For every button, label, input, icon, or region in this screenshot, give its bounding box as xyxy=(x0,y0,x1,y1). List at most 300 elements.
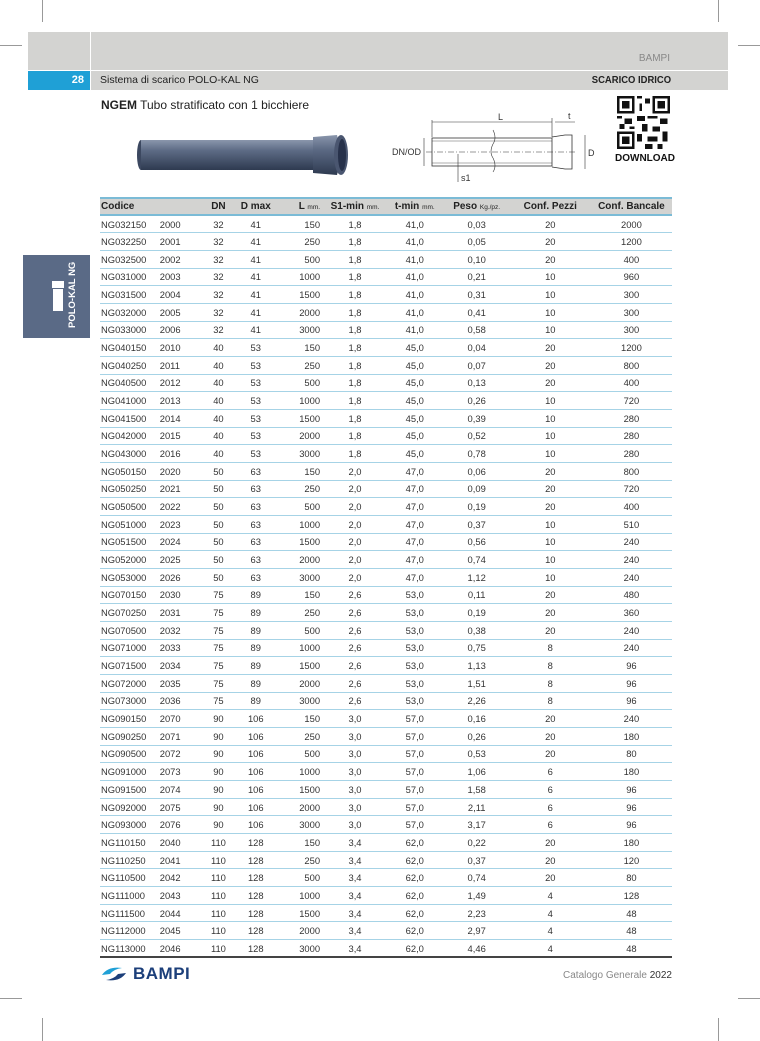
table-cell: 150 xyxy=(279,339,324,357)
table-cell: 0,05 xyxy=(444,233,510,251)
table-cell: 150 xyxy=(279,834,324,852)
table-cell: 41,0 xyxy=(386,250,444,268)
table-cell: 960 xyxy=(591,268,672,286)
table-row xyxy=(100,427,672,445)
table-cell: 90 xyxy=(205,781,233,799)
table-cell: 20 xyxy=(510,462,591,480)
header-brand: BAMPI xyxy=(638,53,670,64)
table-cell: 6 xyxy=(510,763,591,781)
table-cell: 1,13 xyxy=(444,657,510,675)
table-cell: 63 xyxy=(232,480,279,498)
table-cell: 2072 xyxy=(160,745,205,763)
table-cell: 250 xyxy=(279,233,324,251)
column-header xyxy=(100,198,160,215)
table-cell: 240 xyxy=(591,533,672,551)
table-cell: 2041 xyxy=(160,851,205,869)
table-cell: NG041500 xyxy=(100,409,160,427)
table-cell: 4 xyxy=(510,940,591,958)
table-cell: 500 xyxy=(279,374,324,392)
table-cell: 89 xyxy=(232,639,279,657)
table-cell: 1,8 xyxy=(324,303,386,321)
table-cell: 0,19 xyxy=(444,498,510,516)
table-cell: 3,4 xyxy=(324,904,386,922)
table-row xyxy=(100,268,672,286)
table-cell: 3,0 xyxy=(324,816,386,834)
table-cell: 720 xyxy=(591,392,672,410)
table-cell: 89 xyxy=(232,674,279,692)
table-cell: 41 xyxy=(232,303,279,321)
table-cell: 2030 xyxy=(160,586,205,604)
table-cell: 20 xyxy=(510,727,591,745)
table-cell: NG071500 xyxy=(100,657,160,675)
table-cell: 280 xyxy=(591,409,672,427)
table-cell: 1,8 xyxy=(324,356,386,374)
crop-mark xyxy=(0,998,22,999)
table-row xyxy=(100,922,672,940)
table-cell: 1,8 xyxy=(324,286,386,304)
table-cell: 50 xyxy=(205,533,233,551)
column-header-label: t-min xyxy=(394,201,420,212)
table-cell: 0,03 xyxy=(444,215,510,233)
table-cell: 20 xyxy=(510,374,591,392)
table-cell: 250 xyxy=(279,727,324,745)
dim-d-label: D xyxy=(588,148,595,158)
table-cell: 2000 xyxy=(279,922,324,940)
table-cell: 128 xyxy=(232,940,279,958)
table-cell: 2044 xyxy=(160,904,205,922)
table-cell: 62,0 xyxy=(386,904,444,922)
table-cell: 106 xyxy=(232,745,279,763)
table-cell: 500 xyxy=(279,745,324,763)
table-cell: 2000 xyxy=(279,798,324,816)
table-cell: 3,4 xyxy=(324,887,386,905)
table-cell: 2045 xyxy=(160,922,205,940)
table-cell: 128 xyxy=(232,869,279,887)
table-cell: NG111500 xyxy=(100,904,160,922)
table-cell: 1,58 xyxy=(444,781,510,799)
table-cell: 2022 xyxy=(160,498,205,516)
table-cell: NG092000 xyxy=(100,798,160,816)
table-cell: 45,0 xyxy=(386,409,444,427)
table-cell: 150 xyxy=(279,710,324,728)
table-cell: 45,0 xyxy=(386,339,444,357)
table-cell: 1500 xyxy=(279,657,324,675)
table-cell: 53 xyxy=(232,427,279,445)
download-label[interactable]: DOWNLOAD xyxy=(615,153,675,164)
table-cell: 1,06 xyxy=(444,763,510,781)
table-cell: 62,0 xyxy=(386,869,444,887)
table-cell: 1,8 xyxy=(324,268,386,286)
table-cell: 110 xyxy=(205,851,233,869)
column-header-label: L xyxy=(298,201,305,212)
table-cell: 2035 xyxy=(160,674,205,692)
table-cell: 0,41 xyxy=(444,303,510,321)
table-cell: NG091000 xyxy=(100,763,160,781)
table-cell: 2020 xyxy=(160,462,205,480)
table-cell: 10 xyxy=(510,551,591,569)
table-cell: 2013 xyxy=(160,392,205,410)
table-cell: 110 xyxy=(205,922,233,940)
table-cell: 400 xyxy=(591,250,672,268)
table-cell: 180 xyxy=(591,763,672,781)
table-cell: 0,52 xyxy=(444,427,510,445)
table-cell: 1500 xyxy=(279,533,324,551)
table-cell: 53,0 xyxy=(386,604,444,622)
table-cell: 53,0 xyxy=(386,621,444,639)
table-cell: 0,37 xyxy=(444,515,510,533)
table-cell: 8 xyxy=(510,639,591,657)
table-cell: 45,0 xyxy=(386,392,444,410)
pipe-icon xyxy=(53,284,63,311)
table-cell: 2000 xyxy=(279,427,324,445)
table-cell: 2000 xyxy=(279,303,324,321)
table-cell: 400 xyxy=(591,374,672,392)
table-row xyxy=(100,498,672,516)
table-cell: 45,0 xyxy=(386,356,444,374)
table-cell: 96 xyxy=(591,692,672,710)
table-cell: 32 xyxy=(205,233,233,251)
table-cell: 90 xyxy=(205,816,233,834)
table-cell: NG040250 xyxy=(100,356,160,374)
table-cell: 1,12 xyxy=(444,568,510,586)
table-cell: 48 xyxy=(591,922,672,940)
table-cell: 41,0 xyxy=(386,268,444,286)
table-cell: 4 xyxy=(510,887,591,905)
table-cell: 2075 xyxy=(160,798,205,816)
table-cell: 57,0 xyxy=(386,710,444,728)
table-cell: 3,4 xyxy=(324,940,386,958)
table-cell: 2074 xyxy=(160,781,205,799)
table-cell: 53,0 xyxy=(386,674,444,692)
table-cell: 0,09 xyxy=(444,480,510,498)
table-cell: 800 xyxy=(591,356,672,374)
table-cell: 500 xyxy=(279,498,324,516)
table-cell: 8 xyxy=(510,674,591,692)
table-cell: 0,22 xyxy=(444,834,510,852)
column-unit: mm. xyxy=(366,204,380,211)
table-cell: 2011 xyxy=(160,356,205,374)
table-cell: 180 xyxy=(591,834,672,852)
table-cell: 3,0 xyxy=(324,781,386,799)
table-cell: 500 xyxy=(279,621,324,639)
table-cell: 1000 xyxy=(279,392,324,410)
table-cell: 2076 xyxy=(160,816,205,834)
table-cell: 47,0 xyxy=(386,551,444,569)
table-cell: 1500 xyxy=(279,286,324,304)
table-cell: 2,0 xyxy=(324,498,386,516)
table-cell: 0,10 xyxy=(444,250,510,268)
table-cell: 32 xyxy=(205,250,233,268)
table-cell: 47,0 xyxy=(386,568,444,586)
table-row xyxy=(100,816,672,834)
footer-catalog xyxy=(563,970,672,981)
table-cell: 63 xyxy=(232,568,279,586)
table-cell: 41,0 xyxy=(386,215,444,233)
table-cell: 2015 xyxy=(160,427,205,445)
table-cell: 57,0 xyxy=(386,798,444,816)
table-cell: 75 xyxy=(205,586,233,604)
logo-text: BAMPI xyxy=(133,964,191,983)
table-cell: NG110250 xyxy=(100,851,160,869)
table-cell: 2000 xyxy=(160,215,205,233)
table-cell: 3000 xyxy=(279,445,324,463)
table-cell: 3000 xyxy=(279,940,324,958)
table-cell: 32 xyxy=(205,321,233,339)
table-cell: 57,0 xyxy=(386,745,444,763)
table-cell: 2,0 xyxy=(324,462,386,480)
table-cell: 1,8 xyxy=(324,392,386,410)
table-cell: 128 xyxy=(232,887,279,905)
column-header xyxy=(232,198,279,215)
table-cell: 10 xyxy=(510,427,591,445)
table-cell: 53,0 xyxy=(386,586,444,604)
table-cell: 2042 xyxy=(160,869,205,887)
table-cell: 53 xyxy=(232,339,279,357)
table-cell: 4 xyxy=(510,904,591,922)
table-cell: NG040500 xyxy=(100,374,160,392)
table-cell: 53,0 xyxy=(386,639,444,657)
table-cell: 20 xyxy=(510,215,591,233)
table-cell: 75 xyxy=(205,674,233,692)
table-cell: 106 xyxy=(232,727,279,745)
table-cell: 63 xyxy=(232,533,279,551)
table-cell: 150 xyxy=(279,462,324,480)
table-cell: 41 xyxy=(232,250,279,268)
table-cell: 0,78 xyxy=(444,445,510,463)
table-cell: 2,6 xyxy=(324,657,386,675)
table-row xyxy=(100,339,672,357)
table-cell: 32 xyxy=(205,303,233,321)
table-cell: 75 xyxy=(205,692,233,710)
table-cell: 41,0 xyxy=(386,303,444,321)
table-cell: 8 xyxy=(510,692,591,710)
table-cell: 62,0 xyxy=(386,834,444,852)
table-cell: NG031500 xyxy=(100,286,160,304)
table-cell: 50 xyxy=(205,568,233,586)
table-cell: 90 xyxy=(205,727,233,745)
column-header xyxy=(205,198,233,215)
table-cell: 57,0 xyxy=(386,727,444,745)
table-cell: 280 xyxy=(591,445,672,463)
table-cell: 2014 xyxy=(160,409,205,427)
table-cell: 1,8 xyxy=(324,250,386,268)
table-cell: 47,0 xyxy=(386,515,444,533)
table-cell: 20 xyxy=(510,339,591,357)
table-cell: 2025 xyxy=(160,551,205,569)
table-row xyxy=(100,710,672,728)
table-cell: 1000 xyxy=(279,515,324,533)
table-cell: 41 xyxy=(232,321,279,339)
table-cell: 89 xyxy=(232,692,279,710)
table-cell: 45,0 xyxy=(386,374,444,392)
table-cell: 2,0 xyxy=(324,515,386,533)
table-cell: 2000 xyxy=(279,674,324,692)
table-cell: 0,58 xyxy=(444,321,510,339)
table-cell: 20 xyxy=(510,480,591,498)
table-cell: 96 xyxy=(591,674,672,692)
table-cell: 110 xyxy=(205,834,233,852)
table-cell: NG091500 xyxy=(100,781,160,799)
table-cell: 2070 xyxy=(160,710,205,728)
table-cell: 240 xyxy=(591,568,672,586)
table-cell: 50 xyxy=(205,480,233,498)
table-cell: 20 xyxy=(510,834,591,852)
column-header xyxy=(386,198,444,215)
table-cell: 2,97 xyxy=(444,922,510,940)
table-cell: 106 xyxy=(232,816,279,834)
dim-t-label: t xyxy=(568,111,571,121)
table-cell: NG090150 xyxy=(100,710,160,728)
table-cell: NG090250 xyxy=(100,727,160,745)
table-cell: 32 xyxy=(205,215,233,233)
table-cell: 41,0 xyxy=(386,321,444,339)
table-cell: NG042000 xyxy=(100,427,160,445)
table-cell: 2,11 xyxy=(444,798,510,816)
table-cell: 10 xyxy=(510,392,591,410)
table-cell: 0,19 xyxy=(444,604,510,622)
table-cell: 2,6 xyxy=(324,639,386,657)
table-cell: 1,8 xyxy=(324,427,386,445)
table-cell: 57,0 xyxy=(386,816,444,834)
table-cell: 75 xyxy=(205,639,233,657)
table-cell: NG070250 xyxy=(100,604,160,622)
dim-dn-label: DN/OD xyxy=(392,147,421,157)
table-cell: 80 xyxy=(591,745,672,763)
column-header xyxy=(510,198,591,215)
table-cell: 3,4 xyxy=(324,851,386,869)
product-title xyxy=(101,98,309,112)
table-cell: 89 xyxy=(232,657,279,675)
table-cell: 150 xyxy=(279,586,324,604)
table-cell: 2043 xyxy=(160,887,205,905)
table-cell: 250 xyxy=(279,604,324,622)
table-cell: 10 xyxy=(510,409,591,427)
table-cell: 2005 xyxy=(160,303,205,321)
table-row xyxy=(100,515,672,533)
table-row xyxy=(100,657,672,675)
table-cell: 3,0 xyxy=(324,798,386,816)
table-cell: 500 xyxy=(279,869,324,887)
table-cell: 2002 xyxy=(160,250,205,268)
table-cell: 10 xyxy=(510,286,591,304)
table-cell: 240 xyxy=(591,710,672,728)
table-row xyxy=(100,250,672,268)
table-row xyxy=(100,604,672,622)
table-cell: 41,0 xyxy=(386,233,444,251)
table-cell: 720 xyxy=(591,480,672,498)
table-row xyxy=(100,798,672,816)
table-cell: 0,16 xyxy=(444,710,510,728)
qr-code[interactable] xyxy=(617,96,670,149)
table-cell: 63 xyxy=(232,551,279,569)
table-cell: 0,53 xyxy=(444,745,510,763)
table-cell: 2010 xyxy=(160,339,205,357)
column-header-label: Conf. Pezzi xyxy=(523,201,577,212)
table-row xyxy=(100,533,672,551)
table-cell: 2004 xyxy=(160,286,205,304)
table-cell: 0,38 xyxy=(444,621,510,639)
crop-mark xyxy=(42,1018,43,1041)
dim-L-label: L xyxy=(498,112,504,122)
table-cell: 10 xyxy=(510,568,591,586)
table-row xyxy=(100,745,672,763)
table-row xyxy=(100,480,672,498)
column-header xyxy=(324,198,386,215)
table-cell: 0,39 xyxy=(444,409,510,427)
table-cell: 300 xyxy=(591,321,672,339)
pipe-technical-drawing xyxy=(390,110,605,185)
table-cell: 250 xyxy=(279,480,324,498)
table-cell: 96 xyxy=(591,657,672,675)
table-cell: 0,07 xyxy=(444,356,510,374)
table-row xyxy=(100,763,672,781)
table-cell: 6 xyxy=(510,781,591,799)
bampi-logo xyxy=(100,964,190,984)
table-cell: 2,0 xyxy=(324,533,386,551)
table-row xyxy=(100,215,672,233)
table-cell: 2,6 xyxy=(324,604,386,622)
dim-s1-label: s1 xyxy=(461,173,471,183)
table-cell: 0,31 xyxy=(444,286,510,304)
table-cell: NG040150 xyxy=(100,339,160,357)
table-cell: NG110150 xyxy=(100,834,160,852)
table-cell: 0,11 xyxy=(444,586,510,604)
table-cell: 53 xyxy=(232,374,279,392)
table-cell: 2036 xyxy=(160,692,205,710)
table-cell: 128 xyxy=(232,904,279,922)
table-cell: 2,0 xyxy=(324,568,386,586)
table-cell: 106 xyxy=(232,798,279,816)
table-cell: 1000 xyxy=(279,639,324,657)
table-cell: 2,0 xyxy=(324,480,386,498)
table-cell: 63 xyxy=(232,515,279,533)
table-cell: 128 xyxy=(232,922,279,940)
table-cell: 2,23 xyxy=(444,904,510,922)
table-row xyxy=(100,904,672,922)
table-cell: 110 xyxy=(205,940,233,958)
table-cell: 2033 xyxy=(160,639,205,657)
table-cell: 2,26 xyxy=(444,692,510,710)
table-cell: 63 xyxy=(232,462,279,480)
crop-mark xyxy=(718,0,719,22)
product-code: NGEM xyxy=(101,98,137,112)
table-row xyxy=(100,445,672,463)
table-cell: 0,75 xyxy=(444,639,510,657)
table-cell: 40 xyxy=(205,409,233,427)
table-cell: NG041000 xyxy=(100,392,160,410)
table-cell: 1,8 xyxy=(324,321,386,339)
crop-mark xyxy=(0,45,22,46)
product-description: Tubo stratificato con 1 bicchiere xyxy=(140,98,310,112)
table-cell: 62,0 xyxy=(386,922,444,940)
table-cell: NG053000 xyxy=(100,568,160,586)
table-cell: 20 xyxy=(510,233,591,251)
table-cell: 2034 xyxy=(160,657,205,675)
table-cell: 53 xyxy=(232,392,279,410)
table-cell: 3000 xyxy=(279,692,324,710)
table-cell: 250 xyxy=(279,851,324,869)
table-cell: 1200 xyxy=(591,339,672,357)
table-cell: 128 xyxy=(591,887,672,905)
sidebar-tab-polo-kal-ng[interactable] xyxy=(23,255,90,338)
table-cell: 20 xyxy=(510,851,591,869)
table-cell: 1,51 xyxy=(444,674,510,692)
table-cell: 106 xyxy=(232,763,279,781)
table-cell: 106 xyxy=(232,781,279,799)
table-cell: 10 xyxy=(510,321,591,339)
column-header-label: Codice xyxy=(101,201,135,212)
table-cell: 3000 xyxy=(279,816,324,834)
